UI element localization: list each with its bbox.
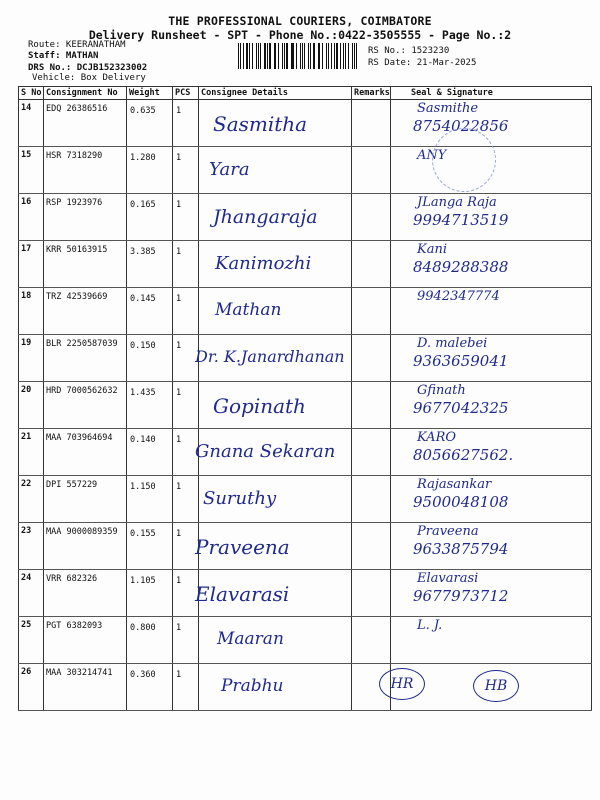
barcode-bar: [300, 43, 301, 69]
col-consignment: Consignment No: [44, 87, 127, 100]
table-row: [19, 147, 592, 194]
row-consignment-no: PGT 6382093: [44, 617, 127, 664]
row-consignee-name: [199, 476, 352, 523]
row-consignment-no: BLR 2250587039: [44, 335, 127, 382]
vehicle-label: Vehicle: Box Delivery: [32, 73, 146, 83]
barcode-bar: [322, 43, 323, 69]
barcode-bar: [319, 43, 320, 69]
row-remarks: [352, 429, 391, 476]
barcode-bar: [284, 43, 285, 69]
stamp-hr: HR: [379, 668, 425, 700]
row-consignment-no: MAA 9000089359: [44, 523, 127, 570]
rs-date: RS Date: 21-Mar-2025: [368, 58, 477, 68]
row-sno: 26: [19, 664, 44, 711]
row-sno: 21: [19, 429, 44, 476]
row-consignment-no: HRD 7000562632: [44, 382, 127, 429]
barcode-bar: [286, 43, 287, 69]
barcode-bar: [296, 43, 297, 69]
barcode-bar: [249, 43, 251, 69]
row-weight: 3.385: [127, 241, 173, 288]
row-weight: 0.360: [127, 664, 173, 711]
staff-label: Staff: MATHAN: [28, 51, 99, 61]
row-consignment-no: MAA 703964694: [44, 429, 127, 476]
barcode-bar: [246, 43, 247, 69]
runsheet-table: [18, 86, 592, 711]
consignee-handwriting: Sasmitha: [213, 112, 308, 136]
signature-handwriting: Sasmithe: [417, 101, 479, 116]
row-sno: 14: [19, 100, 44, 147]
row-sno: 17: [19, 241, 44, 288]
phone-handwriting: 8489288388: [413, 258, 509, 276]
row-remarks: [352, 147, 391, 194]
barcode-bar: [310, 43, 311, 69]
col-sno: S No: [19, 87, 44, 100]
row-remarks: [352, 335, 391, 382]
table-row: [19, 382, 592, 429]
barcode-bar: [336, 43, 338, 69]
row-signature: [391, 570, 592, 617]
signature-handwriting: KARO: [417, 430, 457, 445]
row-pcs: 1: [173, 570, 199, 617]
phone-handwriting: 9677042325: [413, 399, 509, 417]
phone-handwriting: 9500048108: [413, 493, 509, 511]
row-pcs: 1: [173, 288, 199, 335]
row-sno: 25: [19, 617, 44, 664]
row-consignee-name: [199, 288, 352, 335]
signature-handwriting: ANY: [417, 148, 447, 163]
row-remarks: [352, 194, 391, 241]
consignee-handwriting: Praveena: [195, 535, 290, 559]
row-remarks: [352, 617, 391, 664]
row-remarks: [352, 476, 391, 523]
barcode-bar: [304, 43, 305, 69]
row-consignment-no: EDQ 26386516: [44, 100, 127, 147]
row-consignee-name: [195, 570, 352, 617]
barcode-bar: [354, 43, 355, 69]
row-sno: 15: [19, 147, 44, 194]
table-row: [19, 429, 592, 476]
row-sno: 20: [19, 382, 44, 429]
row-pcs: 1: [173, 194, 199, 241]
row-weight: 0.635: [127, 100, 173, 147]
consignee-handwriting: Dr. K.Janardhanan: [195, 347, 345, 366]
row-weight: 0.150: [127, 335, 173, 382]
row-consignee-name: [195, 523, 352, 570]
row-sno: 23: [19, 523, 44, 570]
row-signature: [391, 664, 592, 711]
signature-handwriting: 9942347774: [417, 289, 500, 304]
barcode-bar: [260, 43, 261, 69]
barcode: [238, 43, 360, 69]
barcode-bar: [326, 43, 327, 69]
consignee-handwriting: Elavarasi: [195, 582, 290, 606]
barcode-bar: [302, 43, 303, 69]
row-consignment-no: KRR 50163915: [44, 241, 127, 288]
row-consignment-no: VRR 682326: [44, 570, 127, 617]
barcode-bar: [343, 43, 344, 69]
phone-handwriting: 9363659041: [413, 352, 509, 370]
row-consignee-name: [199, 194, 352, 241]
barcode-bar: [238, 43, 239, 69]
table-row: [19, 570, 592, 617]
phone-handwriting: 9677973712: [413, 587, 509, 605]
barcode-bar: [313, 43, 315, 69]
table-row: [19, 476, 592, 523]
consignee-handwriting: Gnana Sekaran: [195, 441, 336, 462]
table-row: [19, 288, 592, 335]
col-remarks: Remarks: [352, 87, 391, 100]
barcode-bar: [256, 43, 257, 69]
row-pcs: 1: [173, 523, 199, 570]
barcode-bar: [240, 43, 241, 69]
drs-number: DRS No.: DCJB152323002: [28, 63, 148, 73]
row-sno: 18: [19, 288, 44, 335]
table-header-row: [19, 87, 592, 100]
row-signature: [391, 100, 592, 147]
consignee-handwriting: Mathan: [215, 300, 282, 320]
barcode-bar: [269, 43, 271, 69]
row-weight: 0.800: [127, 617, 173, 664]
table-row: [19, 194, 592, 241]
barcode-bar: [264, 43, 265, 69]
row-weight: 0.155: [127, 523, 173, 570]
runsheet-subtitle: Delivery Runsheet - SPT - Phone No.:0422-3505555 - Page No.:2: [88, 28, 512, 42]
row-consignment-no: HSR 7318290: [44, 147, 127, 194]
row-remarks: [352, 100, 391, 147]
barcode-bar: [258, 43, 259, 69]
row-sno: 16: [19, 194, 44, 241]
barcode-bar: [308, 43, 309, 69]
table-row: [19, 335, 592, 382]
row-remarks: [352, 523, 391, 570]
row-pcs: 1: [173, 100, 199, 147]
row-signature: [391, 241, 592, 288]
row-consignee-name: [199, 147, 352, 194]
consignee-handwriting: Gopinath: [213, 394, 306, 418]
barcode-bar: [291, 43, 292, 69]
consignee-handwriting: Kanimozhi: [215, 253, 312, 274]
barcode-bar: [267, 43, 268, 69]
stamp-hb: HB: [473, 670, 519, 702]
watermark-stamp: [432, 128, 496, 192]
row-sno: 19: [19, 335, 44, 382]
row-signature: [391, 382, 592, 429]
table-row: [19, 664, 592, 711]
barcode-bar: [318, 43, 319, 69]
row-consignee-name: [199, 100, 352, 147]
row-consignee-name: [199, 382, 352, 429]
row-remarks: [352, 382, 391, 429]
signature-handwriting: Praveena: [417, 524, 479, 539]
row-pcs: 1: [173, 664, 199, 711]
barcode-bar: [278, 43, 279, 69]
signature-handwriting: JLanga Raja: [417, 195, 497, 210]
barcode-bar: [345, 43, 346, 69]
row-consignee-name: [199, 241, 352, 288]
company-name: THE PROFESSIONAL COURIERS, COIMBATORE: [168, 14, 432, 28]
col-consignee: Consignee Details: [199, 87, 352, 100]
row-weight: 0.165: [127, 194, 173, 241]
barcode-bar: [252, 43, 253, 69]
row-consignment-no: MAA 303214741: [44, 664, 127, 711]
row-consignee-name: [199, 617, 352, 664]
consignee-handwriting: Suruthy: [203, 488, 277, 509]
row-sno: 22: [19, 476, 44, 523]
row-remarks: [352, 288, 391, 335]
barcode-bar: [356, 43, 357, 69]
barcode-bar: [274, 43, 275, 69]
col-pcs: PCS: [173, 87, 199, 100]
signature-handwriting: D. malebei: [417, 336, 488, 351]
row-pcs: 1: [173, 335, 199, 382]
col-seal-signature: Seal & Signature: [391, 87, 592, 100]
table-row: [19, 241, 592, 288]
phone-handwriting: 8056627562.: [413, 446, 514, 464]
row-weight: 0.140: [127, 429, 173, 476]
row-consignee-name: [195, 335, 352, 382]
row-signature: [391, 476, 592, 523]
row-weight: 1.435: [127, 382, 173, 429]
col-weight: Weight: [127, 87, 173, 100]
signature-handwriting: Gfinath: [417, 383, 466, 398]
consignee-handwriting: Maaran: [217, 629, 284, 649]
consignee-handwriting: Jhangaraja: [213, 206, 318, 228]
barcode-bar: [334, 43, 335, 69]
barcode-bar: [331, 43, 332, 69]
row-consignment-no: DPI 557229: [44, 476, 127, 523]
row-consignment-no: TRZ 42539669: [44, 288, 127, 335]
table-row: [19, 523, 592, 570]
row-weight: 1.280: [127, 147, 173, 194]
route-label: Route: KEERANATHAM: [28, 40, 126, 50]
row-signature: [391, 335, 592, 382]
row-consignee-name: [195, 429, 352, 476]
table-row: [19, 617, 592, 664]
row-remarks: [352, 570, 391, 617]
row-weight: 0.145: [127, 288, 173, 335]
row-remarks: [352, 241, 391, 288]
barcode-bar: [340, 43, 341, 69]
barcode-bar: [282, 43, 283, 69]
signature-handwriting: L. J.: [417, 618, 443, 633]
row-signature: [391, 617, 592, 664]
signature-handwriting: Elavarasi: [417, 571, 479, 586]
row-sno: 24: [19, 570, 44, 617]
signature-handwriting: Kani: [417, 242, 447, 257]
row-pcs: 1: [173, 476, 199, 523]
phone-handwriting: 9633875794: [413, 540, 509, 558]
barcode-bar: [292, 43, 294, 69]
row-signature: [391, 429, 592, 476]
barcode-bar: [352, 43, 353, 69]
consignee-handwriting: Prabhu: [221, 676, 284, 696]
row-pcs: 1: [173, 241, 199, 288]
row-consignment-no: RSP 1923976: [44, 194, 127, 241]
signature-handwriting: Rajasankar: [417, 477, 492, 492]
row-signature: [391, 194, 592, 241]
row-weight: 1.105: [127, 570, 173, 617]
row-pcs: 1: [173, 147, 199, 194]
row-pcs: 1: [173, 382, 199, 429]
row-consignee-name: [199, 664, 352, 711]
barcode-bar: [275, 43, 276, 69]
rs-number: RS No.: 1523230: [368, 46, 450, 56]
consignee-handwriting: Yara: [209, 159, 250, 180]
barcode-bar: [328, 43, 329, 69]
row-weight: 1.150: [127, 476, 173, 523]
row-signature: [391, 288, 592, 335]
table-row: [19, 100, 592, 147]
barcode-bar: [243, 43, 244, 69]
row-pcs: 1: [173, 617, 199, 664]
barcode-bar: [348, 43, 349, 69]
phone-handwriting: 8754022856: [413, 117, 509, 135]
row-pcs: 1: [173, 429, 199, 476]
row-signature: [391, 523, 592, 570]
phone-handwriting: 9994713519: [413, 211, 509, 229]
